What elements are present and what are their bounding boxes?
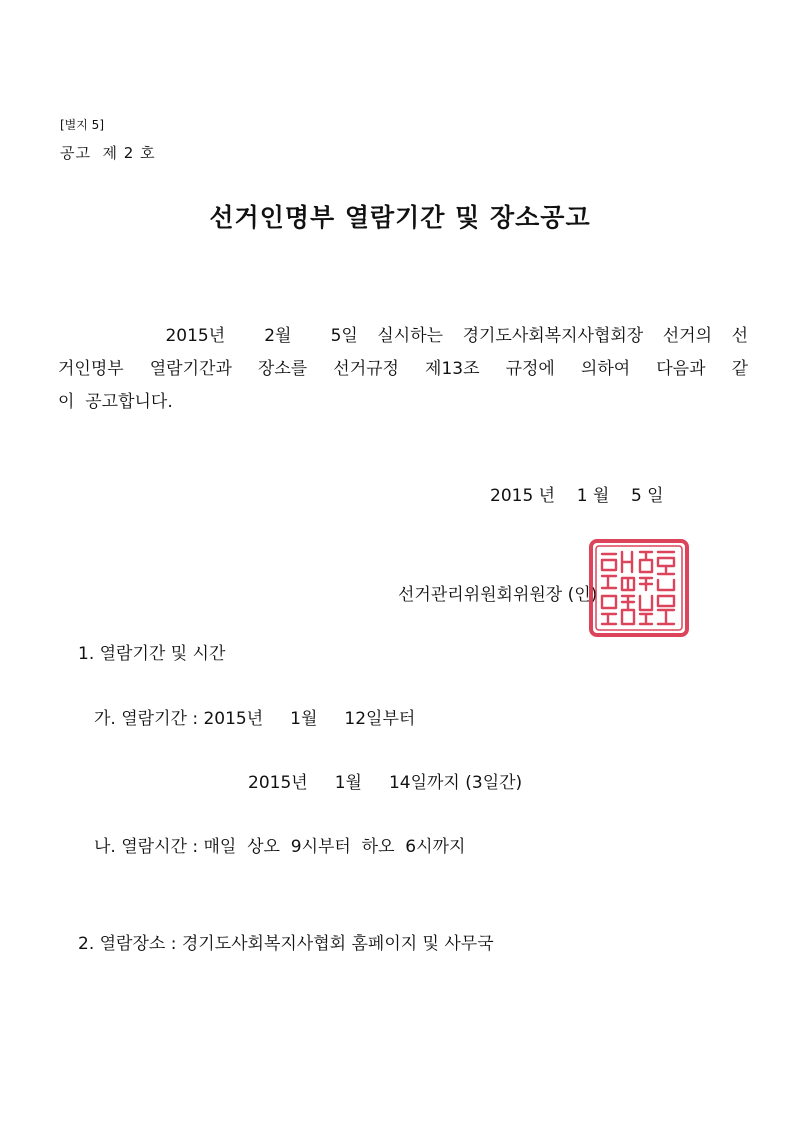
viewing-hours: 나. 열람시간 : 매일 상오 9시부터 하오 6시까지 (94, 837, 466, 857)
official-seal-icon (588, 538, 690, 638)
chairman-signature: 선거관리위원회위원장 (인) (398, 585, 598, 605)
notice-number: 공고 제 2 호 (60, 144, 156, 162)
section-1-heading: 1. 열람기간 및 시간 (78, 644, 226, 664)
notice-body (58, 320, 748, 419)
notice-date: 2015 년 1 월 5 일 (490, 486, 664, 506)
appendix-label: [별지 5] (60, 118, 104, 132)
viewing-period-end: 2015년 1월 14일까지 (3일간) (248, 773, 523, 793)
document-title: 선거인명부 열람기간 및 장소공고 (209, 203, 591, 232)
notice-body-line: 2015년 2월 5일 실시하는 경기도사회복지사협회장 선거의 선 (58, 326, 748, 346)
notice-body-line: 거인명부 열람기간과 장소를 선거규정 제13조 규정에 의하여 다음과 같 (58, 359, 748, 379)
notice-body-line: 이 공고합니다. (58, 392, 173, 412)
section-2-heading: 2. 열람장소 : 경기도사회복지사협회 홈페이지 및 사무국 (78, 934, 494, 954)
viewing-period-start: 가. 열람기간 : 2015년 1월 12일부터 (94, 709, 416, 729)
